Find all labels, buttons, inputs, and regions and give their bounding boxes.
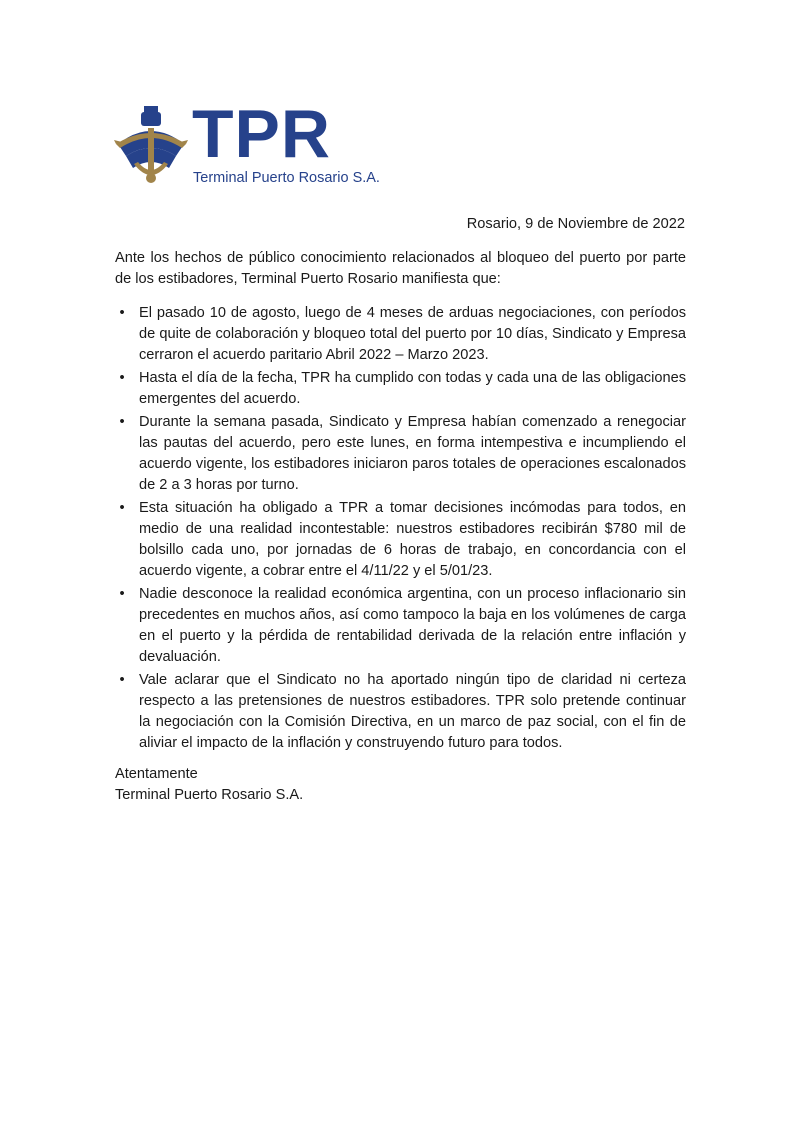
list-item-text: Vale aclarar que el Sindicato no ha aportado ningún tipo de claridad ni certeza respecto a las pretensiones de nuestros estibadores. TPR solo pretende continuar la negociación con la Comisión Directiva, en un marco de paz social, con el fin de aliviar el impacto de la inflación y construyendo futuro para todos. — [139, 672, 686, 751]
bullet-icon: • — [119, 586, 125, 602]
signature: Terminal Puerto Rosario S.A. — [115, 787, 304, 803]
letter-date: Rosario, 9 de Noviembre de 2022 — [466, 216, 685, 232]
bullet-icon: • — [119, 370, 125, 386]
list-item — [115, 670, 686, 754]
list-item-text: Hasta el día de la fecha, TPR ha cumplido con todas y cada una de las obligaciones emergentes del acuerdo. — [139, 370, 686, 407]
company-logo — [114, 96, 380, 190]
list-item-text: Esta situación ha obligado a TPR a tomar decisiones incómodas para todos, en medio de una realidad incontestable: nuestros estibadores recibirán $780 mil de bolsillo cada uno, por jornadas de 6 horas de trabajo, en concordancia con el acuerdo vigente, a cobrar entre el 4/11/22 y el 5/01/23. — [139, 500, 686, 579]
bullet-icon: • — [119, 500, 125, 516]
bullet-icon: • — [119, 414, 125, 430]
list-item-text: El pasado 10 de agosto, luego de 4 meses de arduas negociaciones, con períodos de quite de colaboración y bloqueo total del puerto por 10 días, Sindicato y Empresa cerraron el acuerdo paritario Abril 2022 – Marzo 2023. — [139, 305, 686, 363]
intro-paragraph: Ante los hechos de público conocimiento relacionados al bloqueo del puerto por parte de los estibadores, Terminal Puerto Rosario manifiesta que: — [115, 250, 686, 287]
bullet-icon: • — [119, 672, 125, 688]
list-item — [115, 498, 686, 582]
list-item — [115, 584, 686, 668]
list-item — [115, 368, 686, 410]
list-item — [115, 303, 686, 366]
statement-list — [115, 303, 686, 756]
list-item-text: Durante la semana pasada, Sindicato y Empresa habían comenzado a renegociar las pautas del acuerdo, pero este lunes, en forma intempestiva e incumpliendo el acuerdo vigente, los estibadores iniciaron paros totales de operaciones escalonados de 2 a 3 horas por turno. — [139, 414, 686, 493]
closing-block — [115, 764, 515, 806]
bullet-icon: • — [119, 305, 125, 321]
closing-salutation: Atentamente — [115, 766, 198, 782]
list-item — [115, 412, 686, 496]
anchor-bollard-icon — [114, 104, 188, 186]
brand-wordmark: TPR — [192, 96, 331, 172]
brand-subtitle: Terminal Puerto Rosario S.A. — [193, 170, 380, 186]
list-item-text: Nadie desconoce la realidad económica argentina, con un proceso inflacionario sin precedentes en muchos años, así como tampoco la baja en los volúmenes de carga en el puerto y la pérdida de rentabilidad derivada de la relación entre inflación y devaluación. — [139, 586, 686, 665]
